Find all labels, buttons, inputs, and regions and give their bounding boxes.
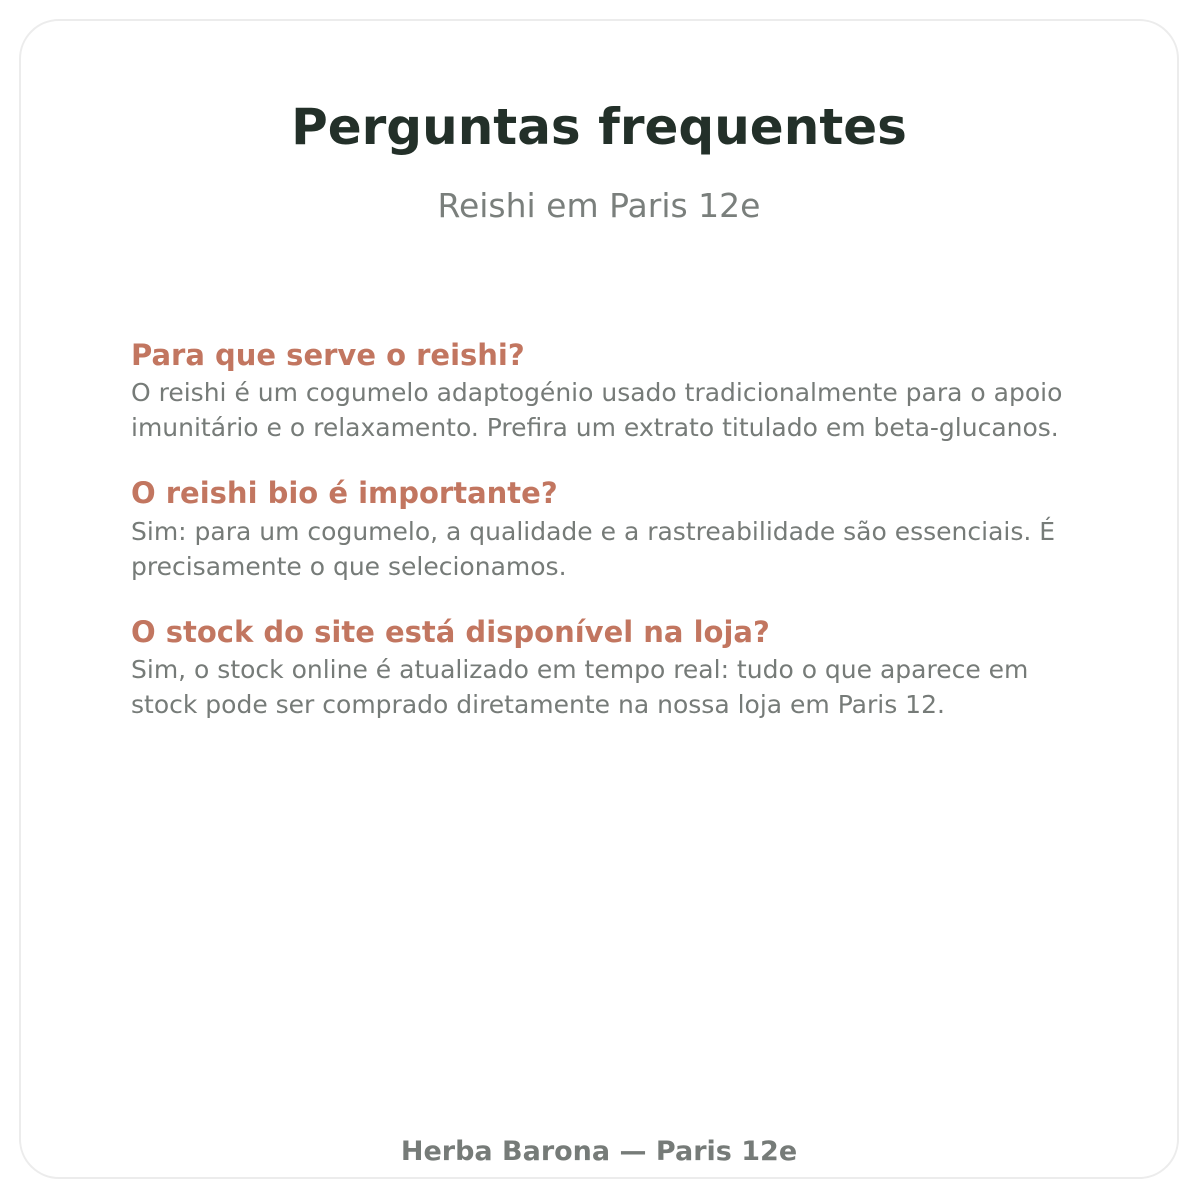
- faq-answer: Sim, o stock online é atualizado em tempo real: tudo o que aparece em stock pode ser comprado diretamente na nossa loja em Paris 12.: [131, 654, 1029, 719]
- footer-brand: Herba Barona — Paris 12e: [400, 1136, 798, 1167]
- faq-item: [131, 614, 1091, 722]
- page-title: Perguntas frequentes: [291, 98, 907, 156]
- faq-answer: Sim: para um cogumelo, a qualidade e a rastreabilidade são essenciais. É precisamente o que selecionamos.: [131, 516, 1056, 581]
- page-subtitle: Reishi em Paris 12e: [437, 186, 761, 225]
- faq-question: O reishi bio é importante?: [131, 476, 558, 511]
- faq-list: [131, 337, 1091, 752]
- faq-question: O stock do site está disponível na loja?: [131, 614, 770, 649]
- faq-answer: O reishi é um cogumelo adaptogénio usado tradicionalmente para o apoio imunitário e o relaxamento. Prefira um extrato titulado em beta-glucanos.: [131, 378, 1063, 443]
- faq-item: [131, 337, 1091, 445]
- faq-question: Para que serve o reishi?: [131, 338, 525, 372]
- faq-card: [19, 19, 1179, 1179]
- faq-item: [131, 475, 1091, 583]
